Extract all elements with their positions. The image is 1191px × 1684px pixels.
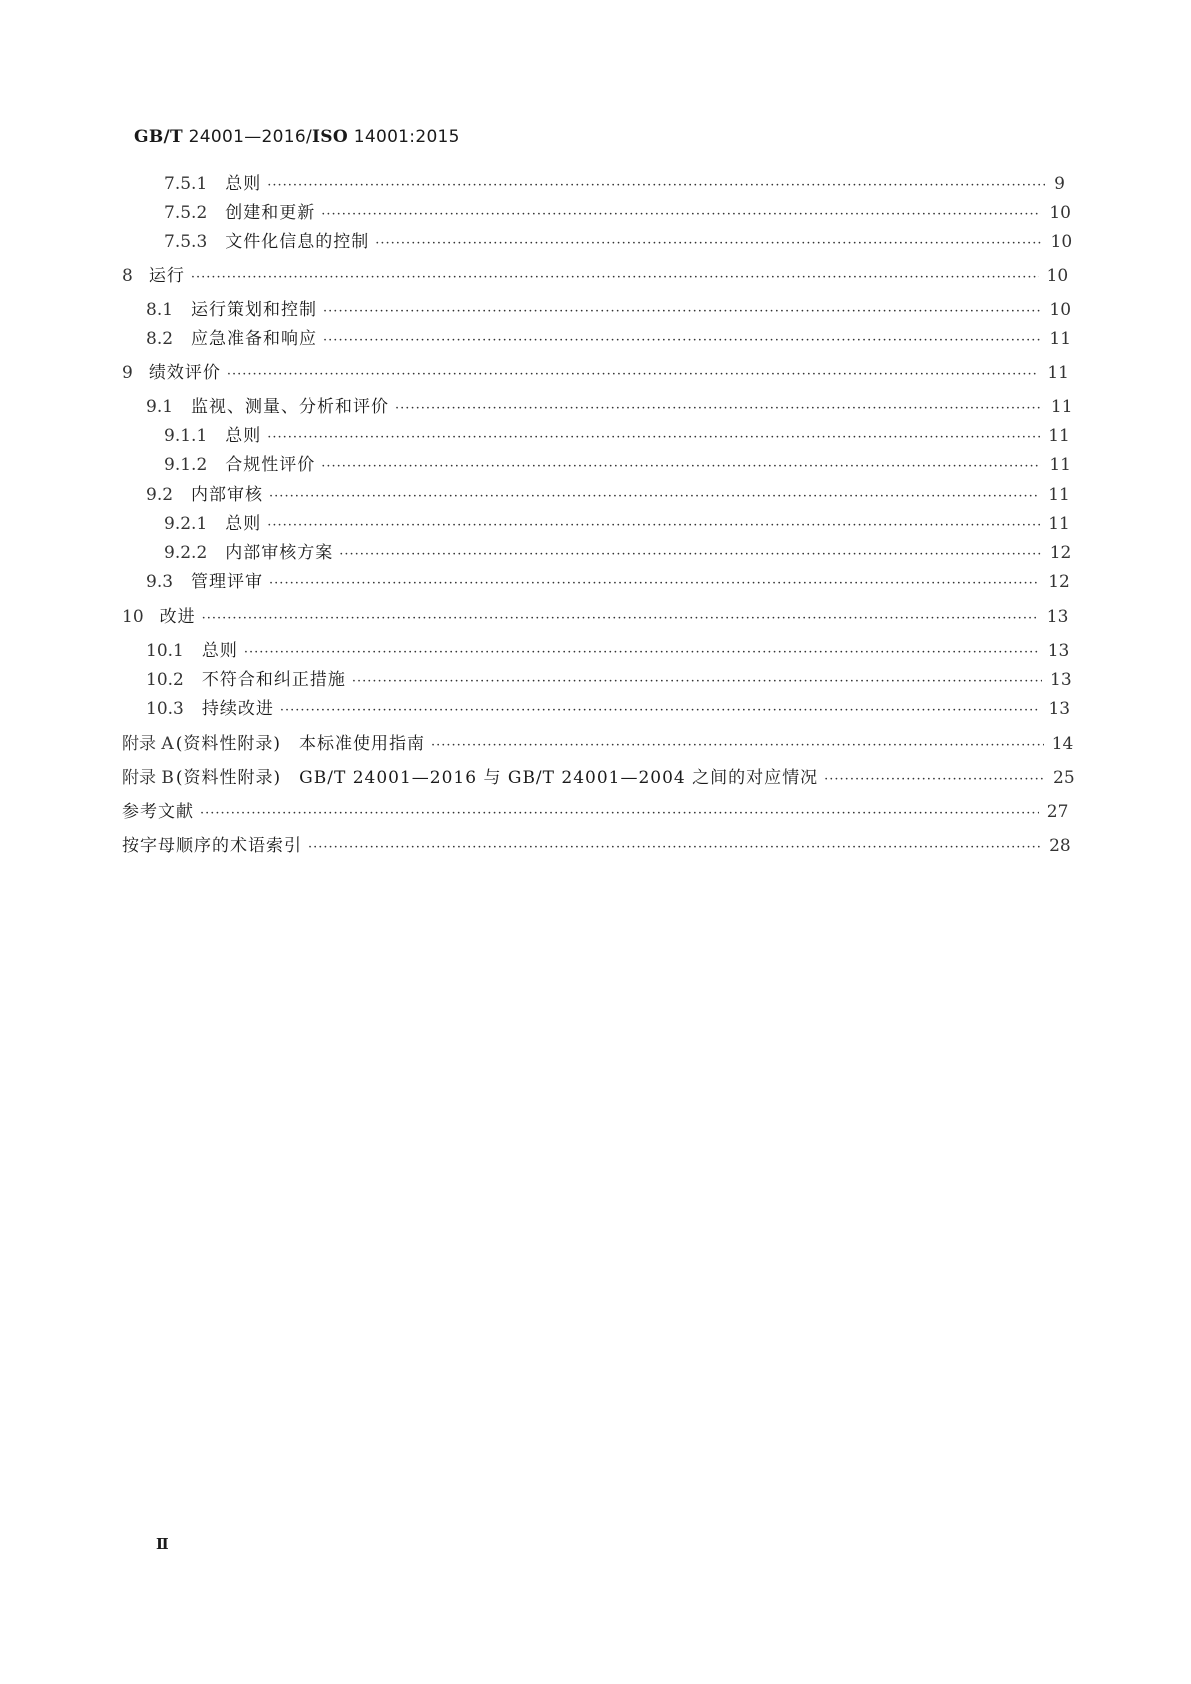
toc-entry-page: 13 [1050,670,1072,690]
toc-entry-page: 10 [1050,232,1073,252]
toc-dot-leader [395,401,1043,416]
toc-entry-number: 9.1 [146,397,174,417]
toc-dot-leader [824,772,1045,787]
toc-entry-page: 28 [1049,836,1071,856]
toc-entry[interactable] [164,227,1073,252]
toc-entry-title: 监视、测量、分析和评价 [191,397,390,417]
toc-entry-number: 8.2 [146,329,174,349]
toc-entry[interactable] [164,421,1070,446]
toc-entry[interactable] [122,831,1071,856]
toc-entry-page: 11 [1049,455,1071,475]
toc-dot-leader [267,178,1045,193]
toc-entry-title: 文件化信息的控制 [225,232,370,252]
toc-entry-page: 13 [1048,699,1071,719]
toc-entry-title: 运行策划和控制 [191,300,318,320]
toc-entry[interactable] [122,358,1069,383]
toc-entry-title: 应急准备和响应 [191,329,318,349]
toc-dot-leader [321,459,1041,474]
toc-entry-page: 12 [1048,572,1070,592]
toc-entry-page: 11 [1048,485,1070,505]
toc-entry-page: 11 [1050,397,1073,417]
toc-entry[interactable] [122,602,1069,627]
toc-entry-number: 9 [122,363,133,383]
toc-entry[interactable] [122,763,1075,788]
toc-entry-page: 10 [1046,266,1069,286]
toc-dot-leader [267,430,1040,445]
toc-dot-leader [308,840,1041,855]
toc-entry-page: 25 [1053,768,1075,788]
toc-dot-leader [269,489,1040,504]
toc-entry-title: 不符合和纠正措施 [201,670,346,690]
toc-entry-title: 改进 [159,607,196,627]
toc-entry-title: 总则 [201,641,238,661]
toc-entry-page: 27 [1046,802,1069,822]
toc-entry-title: (资料性附录) 本标准使用指南 [175,734,425,754]
toc-entry-page: 11 [1048,426,1070,446]
toc-entry-number: 7.5.2 [164,203,208,223]
toc-entry-number: 9.2 [146,485,174,505]
toc-entry[interactable] [146,694,1071,719]
toc-entry-page: 13 [1047,641,1070,661]
toc-entry[interactable] [122,797,1069,822]
toc-dot-leader [352,674,1042,689]
toc-dot-leader [280,703,1041,718]
toc-entry[interactable] [146,324,1072,349]
toc-entry-number: 9.2.2 [164,543,208,563]
toc-entry-number: 7.5.3 [164,232,208,252]
toc-entry-title: 合规性评价 [225,455,316,475]
toc-dot-leader [267,518,1040,533]
toc-dot-leader [269,576,1040,591]
toc-entry-page: 11 [1048,514,1070,534]
toc-entry[interactable] [164,198,1071,223]
header-isonum: 14001:2015 [353,127,460,147]
toc-entry[interactable] [146,636,1070,661]
toc-entry[interactable] [164,538,1072,563]
toc-dot-leader [339,547,1041,562]
toc-entry-page: 11 [1047,363,1069,383]
toc-dot-leader [191,270,1039,285]
toc-entry[interactable] [122,729,1074,754]
toc-entry[interactable] [146,665,1072,690]
toc-entry-title: 参考文献 [122,802,194,822]
header-iso: ISO [312,127,348,147]
toc-entry[interactable] [146,480,1070,505]
toc-entry-number: 8.1 [146,300,174,320]
toc-entry[interactable] [164,450,1071,475]
toc-entry-page: 9 [1054,174,1065,194]
toc-entry-title: (资料性附录) GB/T 24001—2016 与 GB/T 24001—2004 之间的对应情况 [175,768,819,788]
toc-entry-title: 管理评审 [191,572,264,592]
header-std: GB/T [134,127,183,147]
toc-entry-title: 按字母顺序的术语索引 [122,836,302,856]
toc-entry-number: 附录 B [122,768,174,788]
toc-entry-page: 14 [1051,734,1074,754]
toc-dot-leader [321,207,1041,222]
toc-entry-number: 7.5.1 [164,174,208,194]
toc-entry-page: 11 [1049,329,1072,349]
toc-entry-number: 10.3 [146,699,184,719]
toc-dot-leader [323,333,1041,348]
toc-entry-number: 8 [122,266,133,286]
toc-entry[interactable] [146,567,1070,592]
toc-entry-title: 总则 [225,514,262,534]
toc-entry-title: 总则 [225,174,262,194]
toc-entry-page: 12 [1049,543,1072,563]
toc-entry-number: 9.3 [146,572,174,592]
toc-entry[interactable] [146,295,1072,320]
toc-entry-title: 内部审核方案 [225,543,334,563]
toc-entry-number: 9.1.2 [164,455,208,475]
toc-dot-leader [200,806,1039,821]
toc-entry-page: 13 [1046,607,1069,627]
toc-dot-leader [202,611,1039,626]
toc-entry-number: 10.2 [146,670,184,690]
toc-entry-title: 绩效评价 [148,363,221,383]
toc-entry-title: 运行 [148,266,185,286]
toc-entry[interactable] [122,261,1069,286]
toc-entry[interactable] [164,169,1065,193]
toc-dot-leader [244,645,1040,660]
page-number: Ⅱ [156,1535,169,1553]
toc-entry-title: 持续改进 [201,699,274,719]
toc-entry-number: 附录 A [122,734,174,754]
toc-entry-title: 创建和更新 [225,203,316,223]
toc-dot-leader [375,236,1042,251]
toc-entry-page: 10 [1049,300,1072,320]
toc-entry[interactable] [164,509,1070,534]
toc-entry-number: 9.1.1 [164,426,208,446]
header-num: 24001—2016/ [188,127,313,147]
toc-entry-title: 总则 [225,426,262,446]
toc-entry-number: 9.2.1 [164,514,208,534]
toc-entry-number: 10.1 [146,641,184,661]
toc-dot-leader [227,367,1040,382]
toc-dot-leader [323,304,1041,319]
toc-entry[interactable] [146,392,1073,417]
toc-dot-leader [431,738,1044,753]
toc-entry-page: 10 [1049,203,1071,223]
toc-entry-title: 内部审核 [191,485,264,505]
toc-entry-number: 10 [122,607,144,627]
